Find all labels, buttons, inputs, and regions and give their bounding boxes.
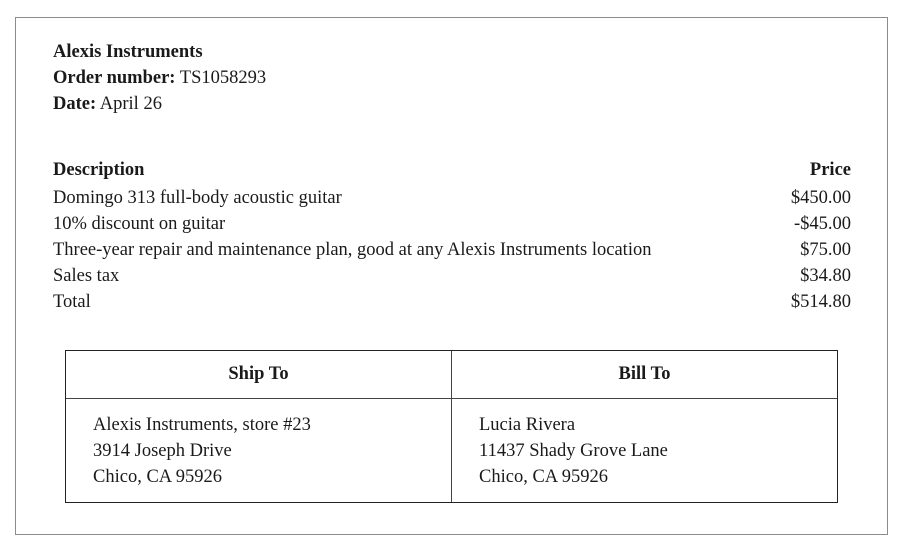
item-description: 10% discount on guitar	[53, 214, 226, 234]
line-item	[53, 263, 851, 289]
line-items-header	[53, 157, 851, 183]
total-label: Total	[53, 292, 91, 312]
item-price: $34.80	[800, 266, 851, 286]
line-items-table	[53, 157, 851, 315]
line-item	[53, 237, 851, 263]
ship-to-line: 3914 Joseph Drive	[93, 441, 232, 461]
bill-to-line: Lucia Rivera	[479, 415, 576, 435]
bill-to-header: Bill To	[452, 351, 837, 399]
ship-to-line: Alexis Instruments, store #23	[93, 415, 311, 435]
order-number-label: Order number:	[53, 68, 176, 88]
ship-to-line: Chico, CA 95926	[93, 467, 222, 487]
item-price: $450.00	[790, 188, 851, 208]
date-value: April 26	[99, 94, 162, 114]
description-header: Description	[53, 160, 145, 180]
address-table	[65, 350, 838, 503]
receipt-header	[53, 39, 266, 117]
total-price: $514.80	[790, 292, 851, 312]
bill-to-line: Chico, CA 95926	[479, 467, 608, 487]
price-header: Price	[809, 160, 851, 180]
ship-to-address	[66, 399, 452, 502]
item-description: Domingo 313 full-body acoustic guitar	[53, 188, 342, 208]
date-line	[53, 91, 266, 117]
total-row	[53, 289, 851, 315]
item-price: -$45.00	[793, 214, 851, 234]
order-number-line	[53, 65, 266, 91]
bill-to-line: 11437 Shady Grove Lane	[479, 441, 668, 461]
line-item	[53, 185, 851, 211]
ship-to-header: Ship To	[66, 351, 452, 399]
receipt	[15, 17, 888, 535]
line-item	[53, 211, 851, 237]
order-number-value: TS1058293	[179, 68, 267, 88]
date-label: Date:	[53, 94, 97, 114]
bill-to-address	[452, 399, 837, 502]
item-description: Three-year repair and maintenance plan, good at any Alexis Instruments location	[53, 240, 652, 260]
item-description: Sales tax	[53, 266, 120, 286]
item-price: $75.00	[800, 240, 851, 260]
store-name: Alexis Instruments	[53, 42, 203, 62]
